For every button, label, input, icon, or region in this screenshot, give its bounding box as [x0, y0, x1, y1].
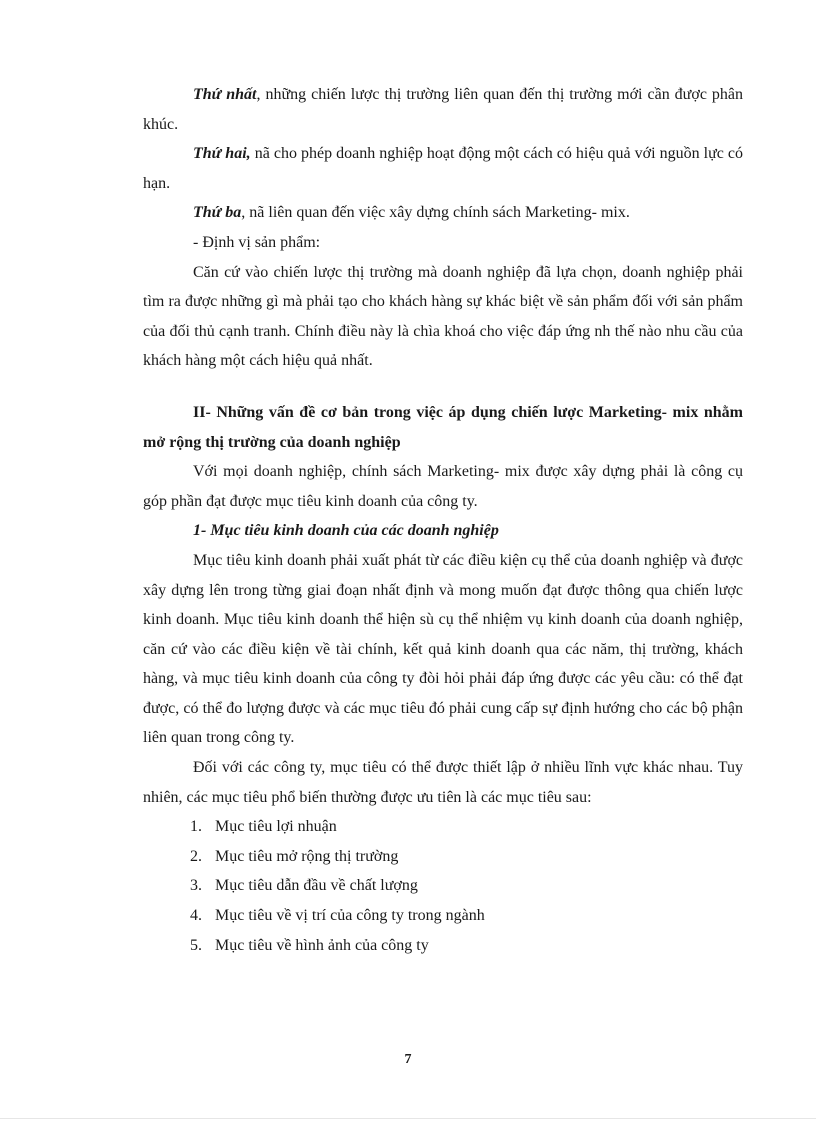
lead-term: Thứ nhất	[193, 86, 257, 103]
section-intro: Với mọi doanh nghiệp, chính sách Marketing- mix được xây dựng phải là công cụ góp phần đạt được mục tiêu kinh doanh của công ty.	[143, 463, 743, 510]
paragraph-positioning-body: Căn cứ vào chiến lược thị trường mà doanh nghiệp đã lựa chọn, doanh nghiệp phải tìm ra được những gì mà phải tạo cho khách hàng sự khác biệt về sản phẩm đối với sản phẩm của đối thủ cạnh tranh. Chính điều này là chìa khoá cho việc đáp ứng nh thế nào nhu cầu của khách hàng một cách hiệu quả nhất.	[143, 263, 743, 370]
paragraph-text: , nã liên quan đến việc xây dựng chính sách Marketing- mix.	[241, 204, 630, 222]
list-number: 5.	[190, 936, 202, 954]
list-item	[190, 901, 743, 931]
paragraph-second-point	[143, 139, 743, 198]
document-body	[143, 80, 743, 960]
list-text: Mục tiêu lợi nhuận	[215, 818, 337, 836]
list-item	[190, 931, 743, 961]
paragraph-first-point	[143, 80, 743, 139]
page-number: 7	[404, 1052, 412, 1067]
paragraph-positioning-label: - Định vị sản phẩm:	[193, 233, 321, 251]
page-bottom-divider	[0, 1118, 816, 1119]
subsection-body-1: Mục tiêu kinh doanh phải xuất phát từ các điều kiện cụ thể của doanh nghiệp và được xây dựng lên trong từng giai đoạn nhất định và mong muốn đạt được thông qua chiến lược kinh doanh. Mục tiêu kinh doanh thể hiện sù cụ thể nhiệm vụ kinh doanh của doanh nghiệp, căn cứ vào các điều kiện về tài chính, kết quả kinh doanh qua các năm, thị trường, khách hàng, và mục tiêu kinh doanh của công ty đòi hỏi phải đáp ứng được các yêu cầu: có thể đạt được, có thể đo lượng được và các mục tiêu đó phải cung cấp sự định hướng cho các bộ phận liên quan trong công ty.	[143, 551, 743, 747]
list-number: 4.	[190, 907, 202, 925]
list-text: Mục tiêu mở rộng thị trường	[215, 847, 399, 865]
goals-list	[143, 812, 743, 960]
list-text: Mục tiêu về vị trí của công ty trong ngành	[215, 907, 485, 925]
list-item	[190, 871, 743, 901]
list-text: Mục tiêu về hình ảnh của công ty	[215, 936, 429, 954]
list-text: Mục tiêu dẫn đầu về chất lượng	[215, 877, 418, 895]
list-number: 1.	[190, 818, 202, 836]
section-heading: II- Những vấn đề cơ bản trong việc áp dụng chiến lược Marketing- mix nhằm mở rộng thị trường của doanh nghiệp	[143, 403, 743, 451]
list-number: 3.	[190, 877, 202, 895]
paragraph-third-point	[143, 198, 743, 228]
subsection-heading: 1- Mục tiêu kinh doanh của các doanh nghiệp	[193, 522, 499, 540]
list-item	[190, 812, 743, 842]
subsection-body-2: Đối với các công ty, mục tiêu có thể được thiết lập ở nhiều lĩnh vực khác nhau. Tuy nhiên, các mục tiêu phổ biến thường được ưu tiên là các mục tiêu sau:	[143, 759, 743, 806]
lead-term: Thứ hai,	[193, 145, 251, 163]
paragraph-text: , những chiến lược thị trường liên quan đến thị trường mới cần được phân khúc.	[143, 86, 744, 133]
list-item	[190, 842, 743, 872]
list-number: 2.	[190, 847, 202, 865]
lead-term: Thứ ba	[193, 204, 242, 222]
paragraph-text: nã cho phép doanh nghiệp hoạt động một cách có hiệu quả với nguồn lực có hạn.	[143, 145, 744, 192]
